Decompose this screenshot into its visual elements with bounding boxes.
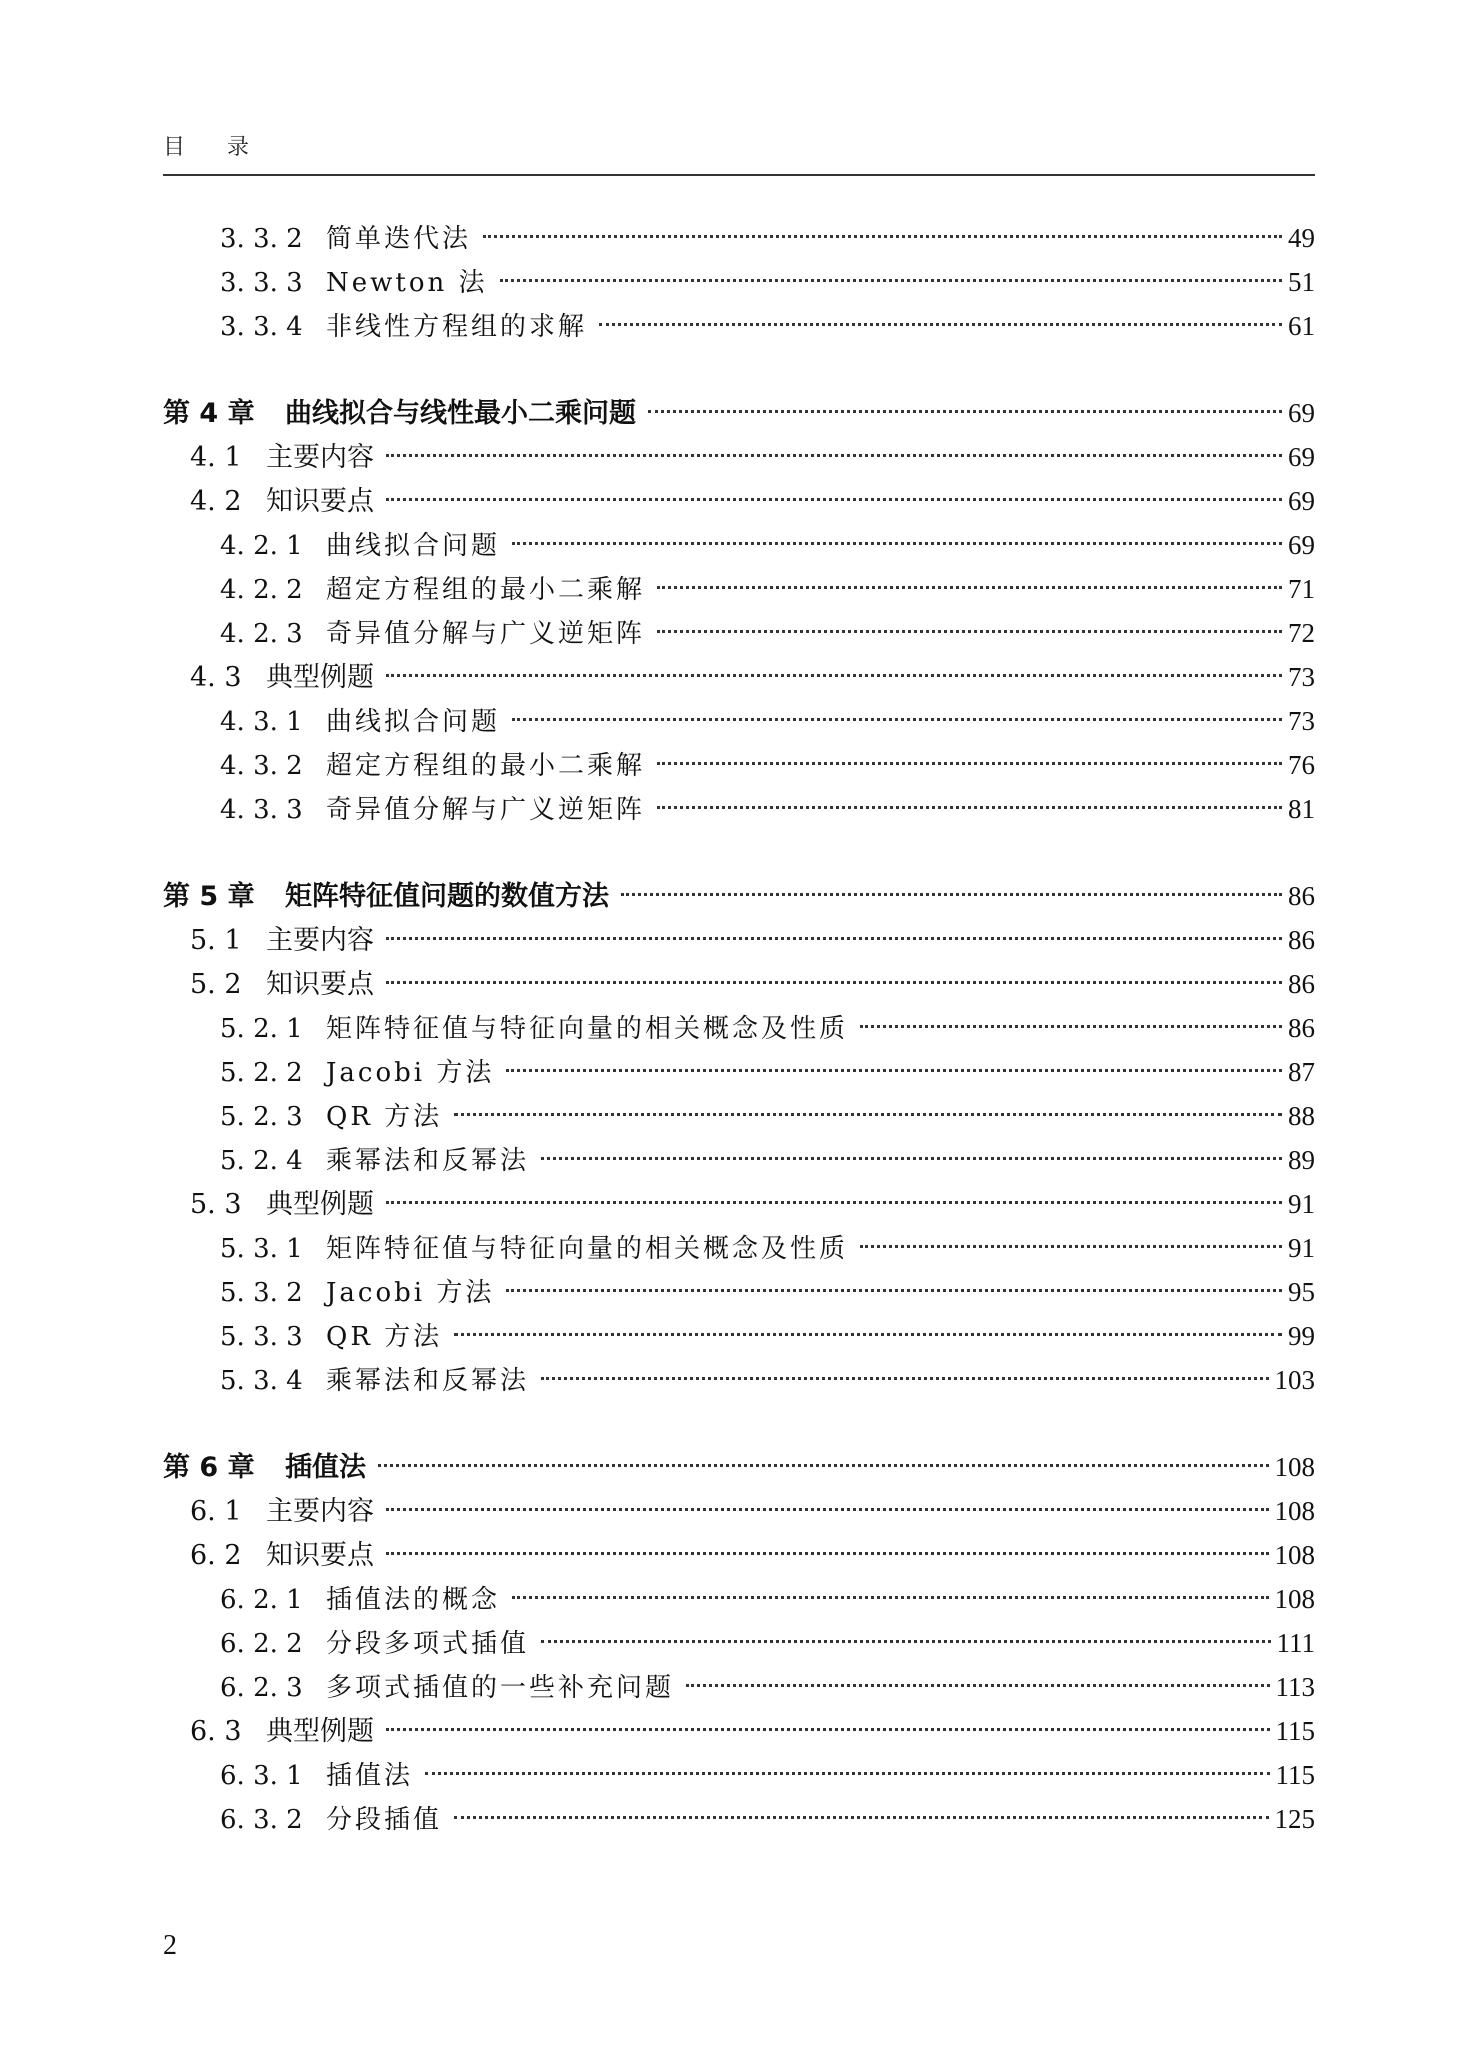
running-header-left: 目 <box>163 135 188 160</box>
toc-entry-number: 6. 3 <box>190 1716 242 1747</box>
toc-entry[interactable] <box>220 1272 1315 1312</box>
toc-dot-leader <box>541 1377 1268 1380</box>
toc-entry[interactable] <box>220 1052 1315 1092</box>
toc-entry-number: 6. 1 <box>190 1496 242 1527</box>
toc-dot-leader <box>386 1508 1269 1511</box>
toc-entry-number: 6. 3. 2 <box>220 1805 303 1835</box>
toc-entry-title: 曲线拟合问题 <box>326 531 501 561</box>
toc-entry-number: 4. 3 <box>190 662 242 693</box>
toc-entry[interactable] <box>190 920 1315 960</box>
toc-entry-page: 69 <box>1288 398 1315 428</box>
toc-entry-title: 插值法的概念 <box>326 1585 501 1615</box>
toc-entry-title: 知识要点 <box>266 486 374 517</box>
toc-entry[interactable] <box>190 1491 1315 1531</box>
toc-entry-title: 插值法 <box>326 1761 414 1791</box>
toc-entry-title: 知识要点 <box>266 969 374 1000</box>
toc-entry-page: 91 <box>1288 1233 1315 1263</box>
toc-entry-page: 115 <box>1275 1716 1315 1746</box>
toc-entry-number: 第 4 章 <box>163 398 255 429</box>
toc-entry-number: 第 6 章 <box>163 1452 255 1483</box>
toc-entry-page: 89 <box>1288 1145 1315 1175</box>
toc-entry-title: 曲线拟合与线性最小二乘问题 <box>285 398 636 429</box>
toc-entry-number: 6. 2 <box>190 1540 242 1571</box>
toc-entry-page: 71 <box>1288 574 1315 604</box>
toc-entry-title: 主要内容 <box>266 925 374 956</box>
toc-entry-title: QR 方法 <box>326 1102 443 1132</box>
toc-entry[interactable] <box>163 876 1315 916</box>
toc-entry[interactable] <box>220 569 1315 609</box>
toc-entry[interactable] <box>220 789 1315 829</box>
toc-entry[interactable] <box>220 1755 1315 1795</box>
toc-entry-page: 108 <box>1274 1496 1315 1526</box>
toc-entry-page: 99 <box>1288 1321 1315 1351</box>
toc-entry-title: QR 方法 <box>326 1322 443 1352</box>
toc-entry-page: 86 <box>1288 881 1315 911</box>
toc-entry-number: 4. 2 <box>190 486 242 517</box>
toc-entry-title: 主要内容 <box>266 442 374 473</box>
toc-entry-number: 4. 1 <box>190 442 242 473</box>
toc-entry[interactable] <box>190 1535 1315 1575</box>
toc-entry-page: 115 <box>1275 1760 1315 1790</box>
toc-entry-number: 4. 3. 1 <box>220 707 303 737</box>
toc-dot-leader <box>386 937 1282 940</box>
toc-dot-leader <box>648 410 1282 413</box>
toc-entry-number: 5. 2 <box>190 969 242 1000</box>
toc-entry-page: 69 <box>1288 530 1315 560</box>
toc-dot-leader <box>378 1464 1269 1467</box>
toc-entry[interactable] <box>163 1447 1315 1487</box>
toc-entry-page: 69 <box>1288 442 1315 472</box>
toc-dot-leader <box>425 1772 1269 1775</box>
toc-dot-leader <box>454 1113 1282 1116</box>
toc-entry-title: 知识要点 <box>266 1540 374 1571</box>
toc-dot-leader <box>541 1157 1282 1160</box>
toc-dot-leader <box>386 498 1282 501</box>
toc-dot-leader <box>454 1816 1268 1819</box>
toc-entry-title: 超定方程组的最小二乘解 <box>326 575 646 605</box>
toc-entry-page: 125 <box>1274 1804 1315 1834</box>
toc-dot-leader <box>512 718 1282 721</box>
toc-entry-number: 4. 2. 1 <box>220 531 303 561</box>
toc-entry-page: 69 <box>1288 486 1315 516</box>
toc-entry[interactable] <box>220 613 1315 653</box>
toc-dot-leader <box>621 893 1282 896</box>
toc-entry-number: 4. 2. 2 <box>220 575 303 605</box>
toc-entry-number: 5. 1 <box>190 925 242 956</box>
toc-entry-number: 5. 2. 2 <box>220 1058 303 1088</box>
toc-entry[interactable] <box>220 262 1315 302</box>
toc-entry-title: 插值法 <box>285 1452 366 1483</box>
toc-entry-title: 矩阵特征值问题的数值方法 <box>285 881 609 912</box>
toc-entry[interactable] <box>190 1184 1315 1224</box>
toc-entry-title: 典型例题 <box>266 662 374 693</box>
toc-entry-page: 108 <box>1274 1452 1315 1482</box>
toc-entry[interactable] <box>220 1096 1315 1136</box>
toc-entry-page: 103 <box>1274 1365 1315 1395</box>
toc-entry-page: 86 <box>1288 925 1315 955</box>
toc-entry-title: 奇异值分解与广义逆矩阵 <box>326 795 646 825</box>
toc-entry-number: 6. 2. 3 <box>220 1673 303 1703</box>
toc-entry-page: 49 <box>1288 223 1315 253</box>
toc-entry[interactable] <box>220 1008 1315 1048</box>
toc-entry-page: 108 <box>1274 1584 1315 1614</box>
toc-entry-number: 5. 2. 4 <box>220 1146 303 1176</box>
toc-entry[interactable] <box>190 964 1315 1004</box>
toc-entry-title: 简单迭代法 <box>326 224 472 254</box>
toc-entry-title: 乘幂法和反幂法 <box>326 1366 530 1396</box>
toc-entry-page: 95 <box>1288 1277 1315 1307</box>
toc-entry-number: 5. 2. 1 <box>220 1014 303 1044</box>
toc-entry-number: 5. 3. 3 <box>220 1322 303 1352</box>
toc-entry[interactable] <box>220 745 1315 785</box>
toc-dot-leader <box>386 1201 1282 1204</box>
toc-dot-leader <box>512 542 1282 545</box>
toc-entry-title: 奇异值分解与广义逆矩阵 <box>326 619 646 649</box>
toc-entry[interactable] <box>220 218 1315 258</box>
toc-entry-title: 分段插值 <box>326 1805 443 1835</box>
toc-entry-number: 3. 3. 4 <box>220 312 303 342</box>
toc-entry-page: 51 <box>1288 267 1315 297</box>
toc-entry-page: 81 <box>1288 794 1315 824</box>
toc-entry-page: 113 <box>1275 1672 1315 1702</box>
toc-entry-page: 61 <box>1288 311 1315 341</box>
toc-entry-page: 91 <box>1288 1189 1315 1219</box>
toc-dot-leader <box>483 235 1282 238</box>
toc-entry-title: 乘幂法和反幂法 <box>326 1146 530 1176</box>
toc-dot-leader <box>657 806 1282 809</box>
toc-entry-number: 5. 2. 3 <box>220 1102 303 1132</box>
toc-entry[interactable] <box>220 1228 1315 1268</box>
toc-entry-number: 6. 2. 2 <box>220 1629 303 1659</box>
toc-entry[interactable] <box>220 1140 1315 1180</box>
toc-entry-title: 非线性方程组的求解 <box>326 312 588 342</box>
toc-entry-page: 73 <box>1288 706 1315 736</box>
toc-entry-title: 矩阵特征值与特征向量的相关概念及性质 <box>326 1234 849 1264</box>
toc-dot-leader <box>386 1552 1269 1555</box>
toc-dot-leader <box>386 674 1282 677</box>
toc-entry-number: 4. 3. 3 <box>220 795 303 825</box>
toc-entry[interactable] <box>220 1316 1315 1356</box>
toc-entry-number: 5. 3. 2 <box>220 1278 303 1308</box>
toc-entry-title: 分段多项式插值 <box>326 1629 530 1659</box>
toc-entry[interactable] <box>220 701 1315 741</box>
toc-entry-title: Jacobi 方法 <box>326 1058 495 1088</box>
toc-entry-number: 3. 3. 2 <box>220 224 303 254</box>
toc-entry-number: 5. 3. 1 <box>220 1234 303 1264</box>
toc-entry[interactable] <box>220 525 1315 565</box>
toc-dot-leader <box>386 1728 1270 1731</box>
toc-entry-title: 典型例题 <box>266 1189 374 1220</box>
toc-dot-leader <box>506 1069 1282 1072</box>
toc-dot-leader <box>860 1025 1282 1028</box>
toc-entry[interactable] <box>220 1623 1315 1663</box>
toc-entry-number: 5. 3 <box>190 1189 242 1220</box>
toc-entry-number: 5. 3. 4 <box>220 1366 303 1396</box>
toc-dot-leader <box>512 1596 1268 1599</box>
toc-entry-title: 典型例题 <box>266 1716 374 1747</box>
toc-entry-title: Newton 法 <box>326 268 488 298</box>
toc-entry-page: 88 <box>1288 1101 1315 1131</box>
toc-dot-leader <box>386 454 1282 457</box>
toc-entry-number: 4. 3. 2 <box>220 751 303 781</box>
toc-dot-leader <box>454 1333 1282 1336</box>
toc-entry-number: 第 5 章 <box>163 881 255 912</box>
toc-entry-title: 曲线拟合问题 <box>326 707 501 737</box>
toc-entry[interactable] <box>190 437 1315 477</box>
toc-entry-title: 超定方程组的最小二乘解 <box>326 751 646 781</box>
toc-entry[interactable] <box>220 306 1315 346</box>
toc-entry-page: 76 <box>1288 750 1315 780</box>
toc-entry[interactable] <box>220 1799 1315 1839</box>
toc-entry[interactable] <box>190 481 1315 521</box>
toc-entry-page: 111 <box>1276 1628 1315 1658</box>
toc-entry-page: 108 <box>1274 1540 1315 1570</box>
toc-dot-leader <box>860 1245 1282 1248</box>
toc-entry[interactable] <box>190 657 1315 697</box>
toc-entry-page: 72 <box>1288 618 1315 648</box>
toc-entry-page: 87 <box>1288 1057 1315 1087</box>
toc-dot-leader <box>657 630 1282 633</box>
toc-entry-page: 73 <box>1288 662 1315 692</box>
toc-dot-leader <box>386 981 1282 984</box>
page-number: 2 <box>163 1930 177 1961</box>
toc-entry-title: 矩阵特征值与特征向量的相关概念及性质 <box>326 1014 849 1044</box>
toc-entry[interactable] <box>220 1579 1315 1619</box>
toc-dot-leader <box>599 323 1282 326</box>
running-header-right: 录 <box>227 135 252 160</box>
toc-entry-number: 3. 3. 3 <box>220 268 303 298</box>
toc-entry-number: 6. 2. 1 <box>220 1585 303 1615</box>
toc-dot-leader <box>657 762 1282 765</box>
toc-dot-leader <box>506 1289 1282 1292</box>
toc-entry-page: 86 <box>1288 1013 1315 1043</box>
toc-dot-leader <box>657 586 1282 589</box>
toc-entry-page: 86 <box>1288 969 1315 999</box>
toc-entry-number: 6. 3. 1 <box>220 1761 303 1791</box>
toc-entry[interactable] <box>220 1667 1315 1707</box>
toc-entry[interactable] <box>190 1711 1315 1751</box>
toc-dot-leader <box>500 279 1282 282</box>
toc-entry[interactable] <box>163 393 1315 433</box>
toc-entry[interactable] <box>220 1360 1315 1400</box>
toc-entry-title: 多项式插值的一些补充问题 <box>326 1673 675 1703</box>
running-header <box>163 130 251 161</box>
toc-dot-leader <box>541 1640 1270 1643</box>
toc-entry-title: 主要内容 <box>266 1496 374 1527</box>
toc-dot-leader <box>686 1684 1269 1687</box>
toc-entry-title: Jacobi 方法 <box>326 1278 495 1308</box>
toc-entry-number: 4. 2. 3 <box>220 619 303 649</box>
header-rule <box>163 174 1315 176</box>
